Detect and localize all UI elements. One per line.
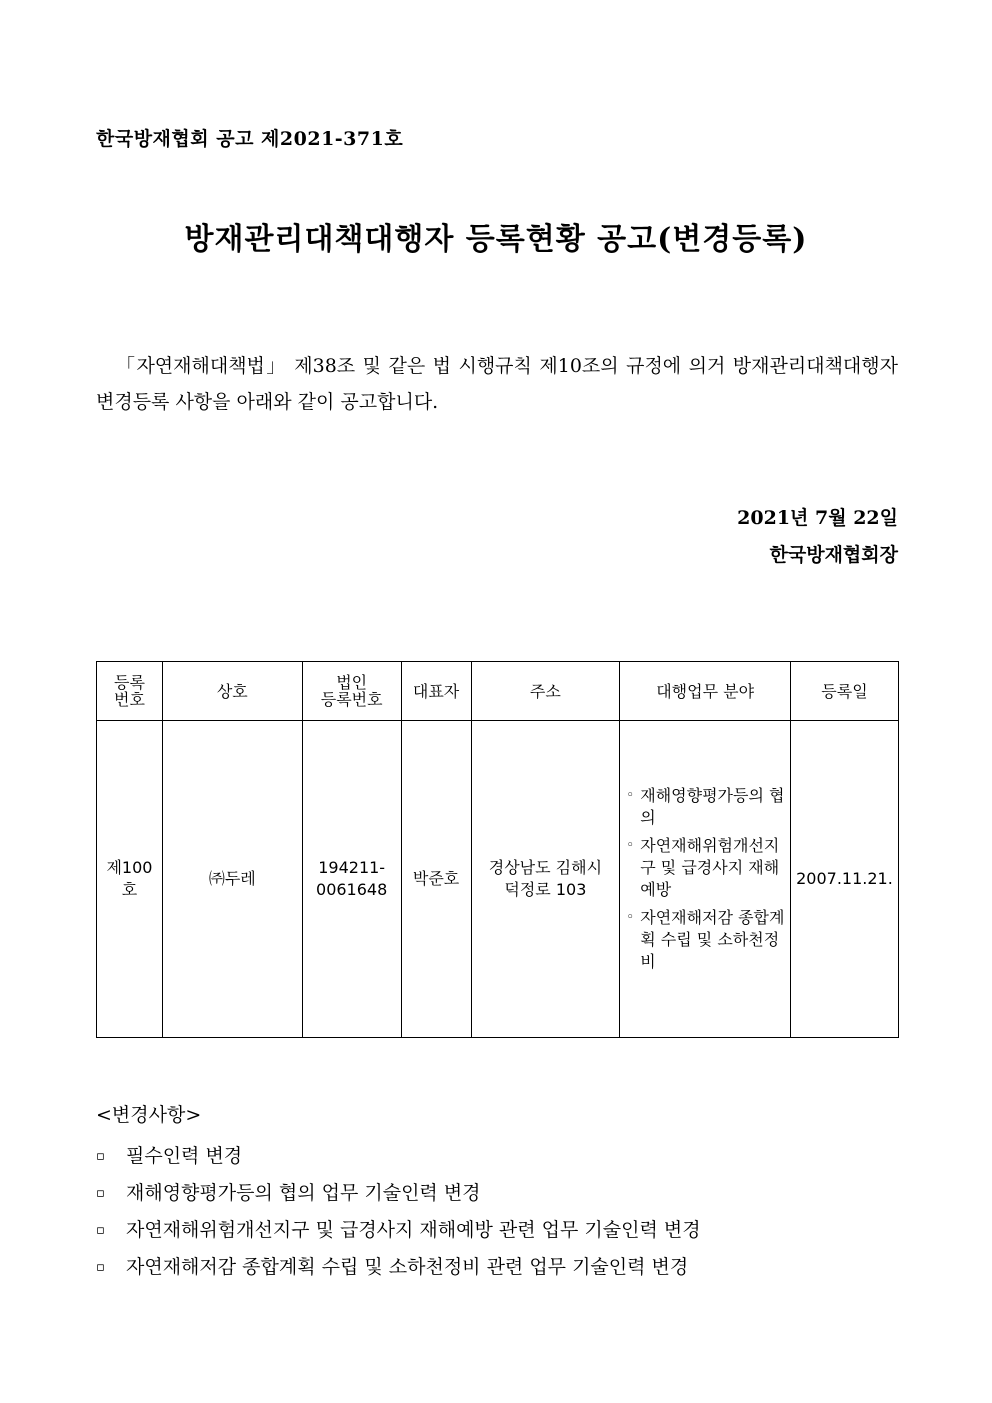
scope-item: [626, 835, 787, 901]
changes-list: [96, 1138, 701, 1286]
list-item: [96, 1212, 701, 1249]
cell-reg-date: 2007.11.21.: [790, 721, 898, 1038]
list-item: [96, 1175, 701, 1212]
square-bullet-icon: ▫: [96, 1260, 105, 1275]
cell-representative: 박준호: [401, 721, 471, 1038]
square-bullet-icon: ▫: [96, 1186, 105, 1201]
list-item: [96, 1138, 701, 1175]
change-text: 자연재해저감 종합계획 수립 및 소하천정비 관련 업무 기술인력 변경: [126, 1256, 689, 1278]
corp-no-line1: 194211-: [318, 858, 386, 877]
changes-heading: <변경사항>: [96, 1104, 202, 1126]
header-corp-no: [302, 662, 401, 721]
header-reg-no: [97, 662, 163, 721]
change-text: 필수인력 변경: [126, 1145, 243, 1167]
change-text: 재해영향평가등의 협의 업무 기술인력 변경: [126, 1182, 481, 1204]
signer: 한국방재협회장: [769, 544, 898, 566]
scope-bullet: ◦: [626, 910, 634, 925]
list-item: [96, 1249, 701, 1286]
header-address: 주소: [471, 662, 620, 721]
scope-bullet: ◦: [626, 838, 634, 853]
body-paragraph: 「자연재해대책법」 제38조 및 같은 법 시행규칙 제10조의 규정에 의거 방재관리대책대행자 변경등록 사항을 아래와 같이 공고합니다.: [96, 355, 898, 413]
header-company: 상호: [162, 662, 302, 721]
cell-address: [471, 721, 620, 1038]
registration-table: [96, 661, 899, 1038]
cell-reg-no: 제100호: [97, 721, 163, 1038]
change-text: 자연재해위험개선지구 및 급경사지 재해예방 관련 업무 기술인력 변경: [126, 1219, 701, 1241]
scope-bullet: ◦: [626, 788, 634, 803]
header-scope: 대행업무 분야: [620, 662, 791, 721]
scope-item-text: 자연재해위험개선지구 및 급경사지 재해예방: [640, 836, 780, 899]
address-line2: 덕정로 103: [504, 880, 587, 899]
scope-item: [626, 907, 787, 973]
document-title: 방재관리대책대행자 등록현황 공고(변경등록): [184, 222, 808, 257]
notice-number: 한국방재협회 공고 제2021-371호: [96, 128, 404, 150]
cell-corp-no: [302, 721, 401, 1038]
scope-item-text: 재해영향평가등의 협의: [640, 786, 785, 827]
cell-scope: [620, 721, 791, 1038]
scope-item-text: 자연재해저감 종합계획 수립 및 소하천정비: [640, 908, 785, 971]
square-bullet-icon: ▫: [96, 1149, 105, 1164]
cell-company: ㈜두레: [162, 721, 302, 1038]
address-line1: 경상남도 김해시: [488, 858, 603, 877]
header-reg-date: 등록일: [790, 662, 898, 721]
header-reg-no-line2: 번호: [114, 690, 145, 709]
table-header-row: [97, 662, 899, 721]
header-corp-no-line2: 등록번호: [320, 690, 383, 709]
header-reg-no-line1: 등록: [114, 673, 145, 692]
header-representative: 대표자: [401, 662, 471, 721]
table-row: [97, 721, 899, 1038]
notice-date: 2021년 7월 22일: [737, 507, 898, 529]
corp-no-line2: 0061648: [316, 880, 388, 899]
header-corp-no-line1: 법인: [336, 673, 368, 692]
square-bullet-icon: ▫: [96, 1223, 105, 1238]
body-text: [96, 348, 898, 420]
scope-item: [626, 785, 787, 829]
